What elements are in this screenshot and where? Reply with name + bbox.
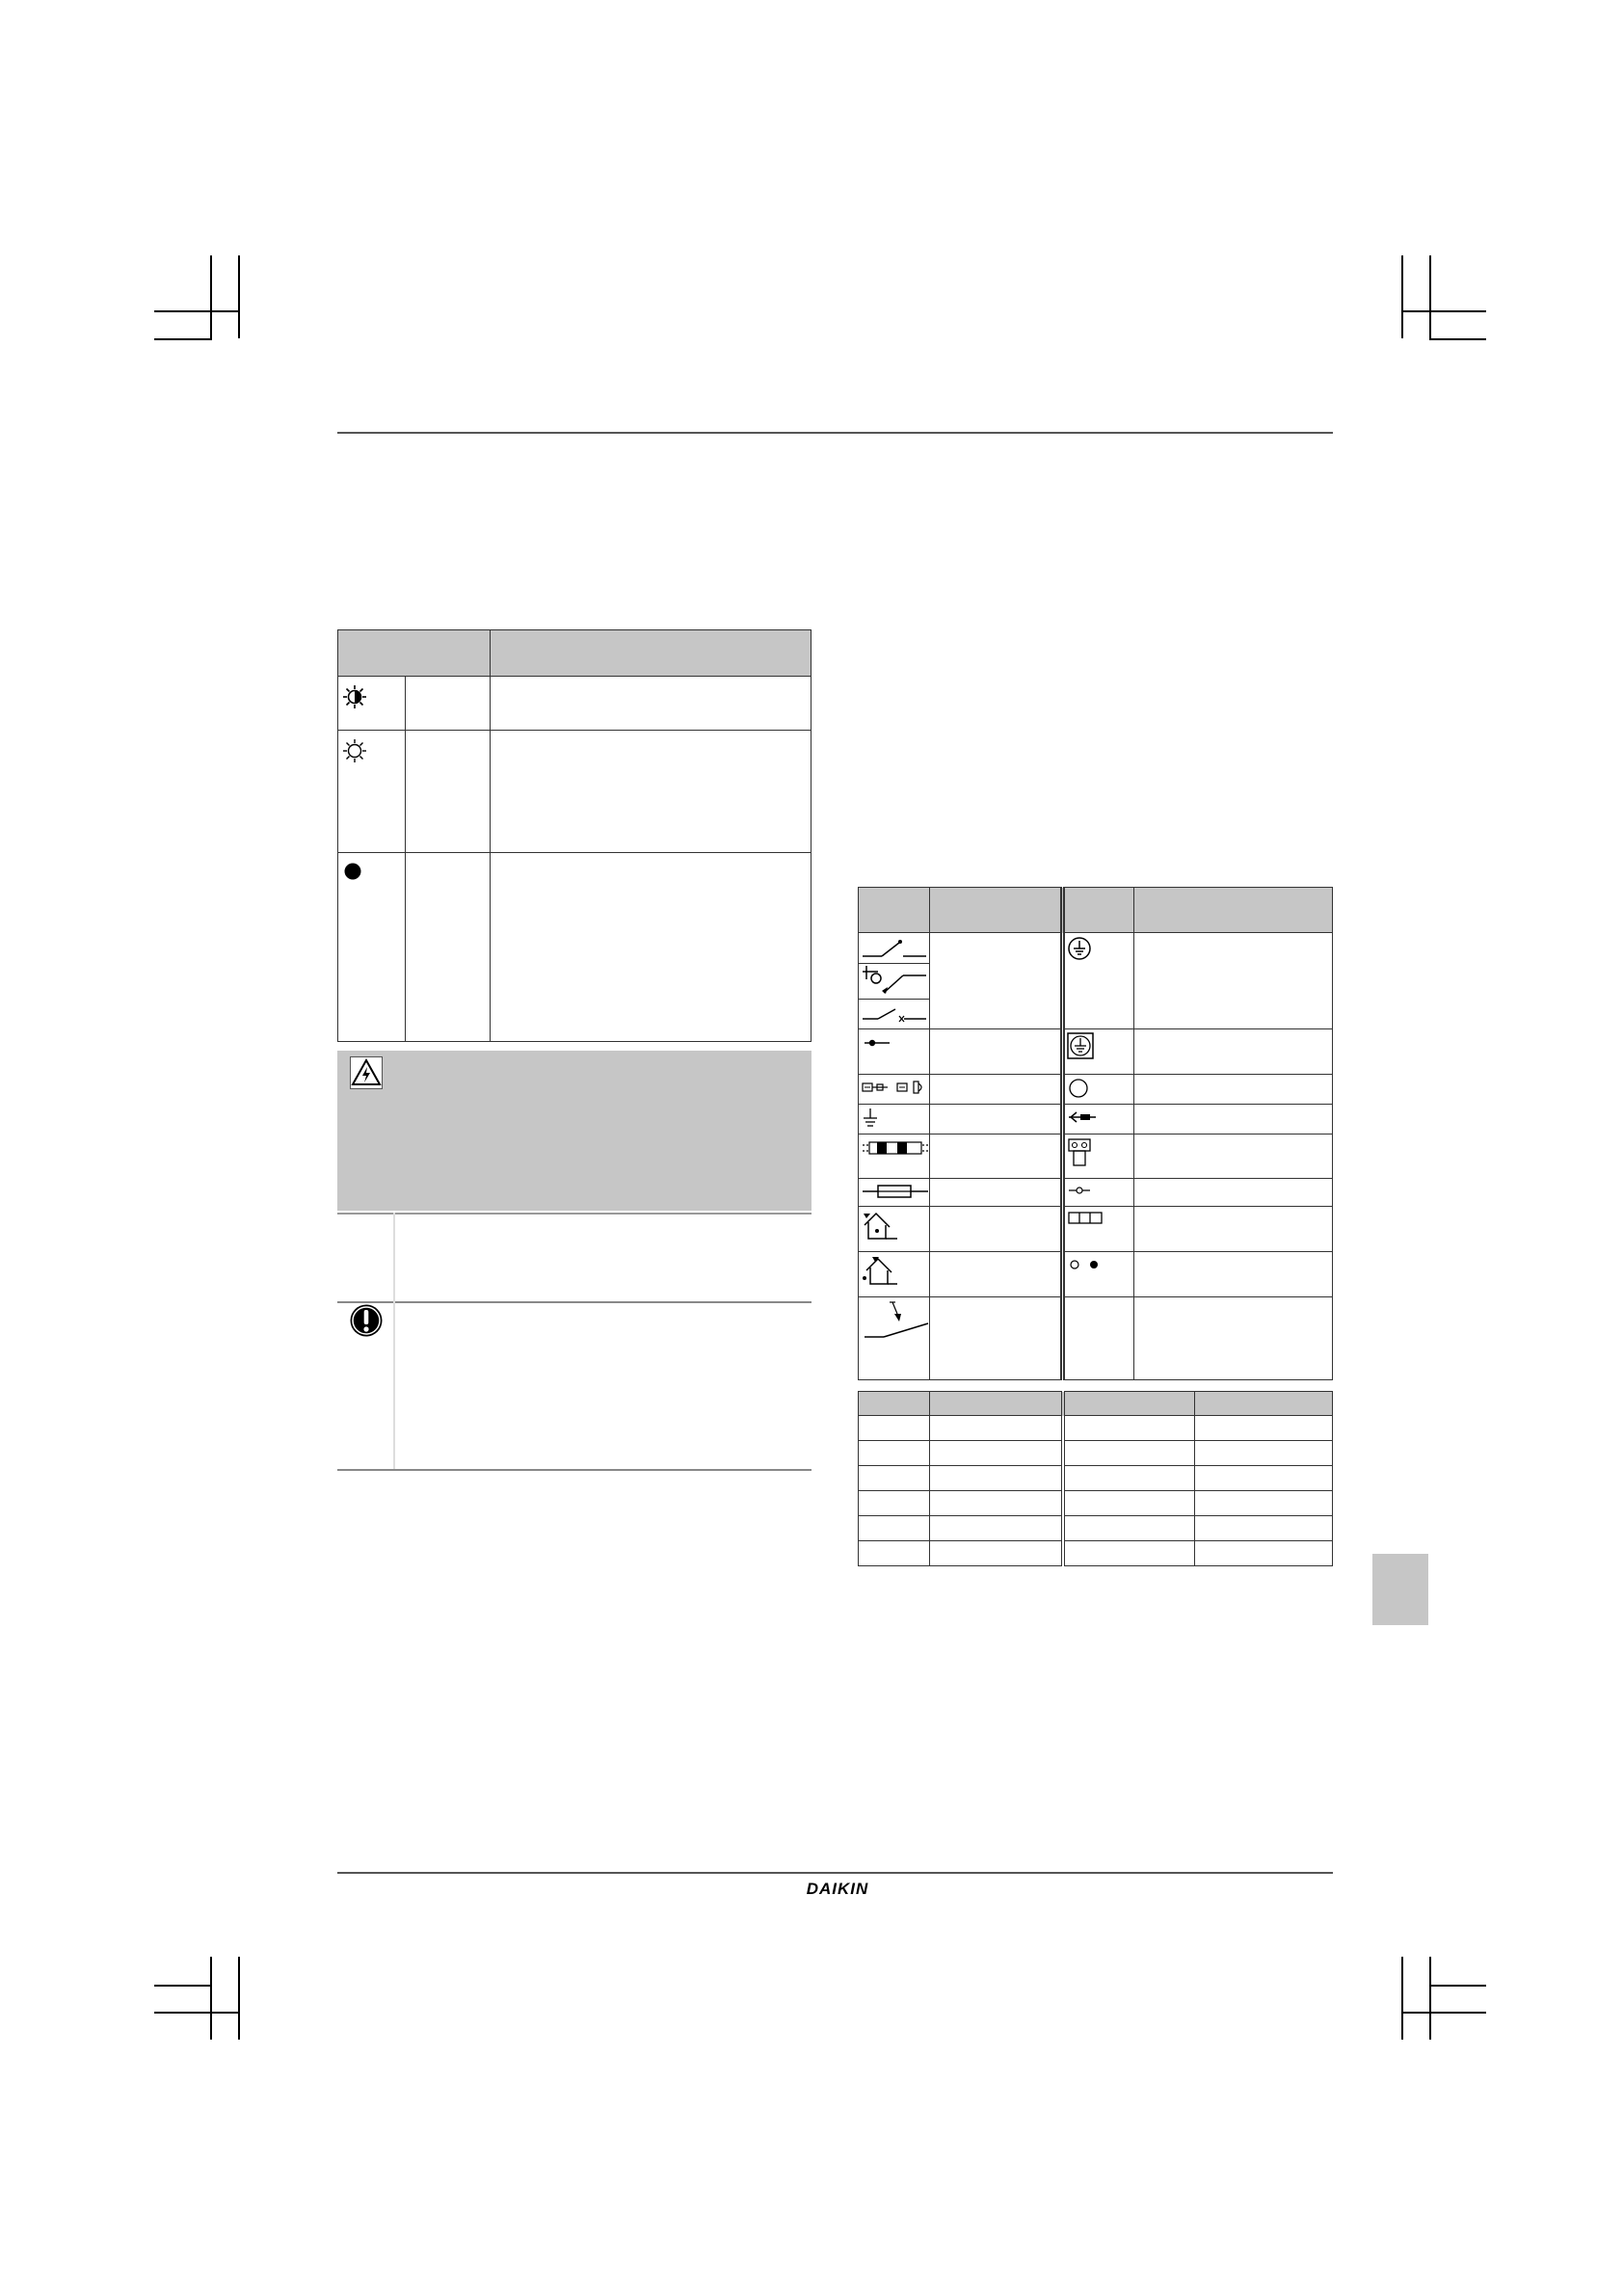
wire-harness-icon	[861, 1137, 930, 1159]
outdoor-unit-icon	[861, 1255, 899, 1288]
led-on-icon	[342, 861, 363, 882]
noiseless-earth-icon	[1067, 1032, 1094, 1059]
symbol-row	[859, 1297, 1333, 1380]
symbol-row	[859, 1075, 1333, 1105]
switch-thermal-icon	[859, 964, 928, 999]
earth-ground-icon	[861, 1108, 890, 1129]
led-half-on-icon	[342, 684, 367, 709]
symbol-row	[859, 1105, 1333, 1135]
header-rule	[337, 432, 1333, 434]
danger-notice	[337, 1051, 812, 1211]
indoor-unit-icon	[861, 1210, 899, 1242]
relay-connector-icon	[1067, 1137, 1096, 1168]
terminal-strip-icon	[1067, 1210, 1105, 1227]
open-closed-terminal-icon	[1067, 1255, 1109, 1274]
wire-color-table	[858, 1391, 1333, 1566]
circle-outline-icon	[1067, 1078, 1090, 1099]
led-blinking-icon	[342, 738, 367, 763]
symbol-row	[859, 1207, 1333, 1252]
danger-notice-gutter	[393, 1213, 395, 1303]
symbol-row	[859, 1252, 1333, 1297]
led-status-table	[337, 629, 812, 1042]
notice-box	[337, 1301, 812, 1470]
switch-closed-icon	[859, 933, 928, 963]
small-terminal-icon	[1067, 1182, 1096, 1199]
led-table-header	[338, 630, 812, 677]
led-row	[338, 853, 812, 1042]
danger-notice-rule	[337, 1213, 812, 1215]
footer-rule	[337, 1872, 1333, 1874]
led-row	[338, 731, 812, 853]
fuse-icon	[861, 1182, 930, 1201]
terminal-connector-icon	[861, 1078, 930, 1097]
table-row	[859, 1441, 1333, 1466]
symbol-row	[859, 1029, 1333, 1075]
color-table-header	[859, 1392, 1333, 1416]
wiring-symbol-table	[858, 887, 1333, 1380]
exclamation-icon	[349, 1303, 384, 1338]
protective-earth-icon	[1067, 936, 1092, 961]
table-row	[859, 1541, 1333, 1566]
symbol-table-header	[859, 888, 1333, 933]
led-row	[338, 677, 812, 731]
symbol-row	[859, 1135, 1333, 1179]
notice-bottom-rule	[337, 1469, 812, 1471]
daikin-logo: DAIKIN	[806, 1880, 869, 1898]
table-row	[859, 1491, 1333, 1516]
table-row	[859, 1416, 1333, 1441]
symbol-row	[859, 1179, 1333, 1207]
switch-breaker-icon	[859, 1000, 928, 1027]
table-row	[859, 1516, 1333, 1541]
connection-dot-icon	[861, 1032, 899, 1054]
table-row	[859, 1466, 1333, 1491]
symbol-row	[859, 933, 1333, 1029]
variable-component-icon	[861, 1300, 930, 1345]
notice-gutter	[393, 1301, 395, 1470]
connector-arrow-icon	[1067, 1108, 1102, 1127]
chapter-tab-marker	[1372, 1554, 1428, 1625]
electrical-hazard-icon	[350, 1056, 383, 1089]
